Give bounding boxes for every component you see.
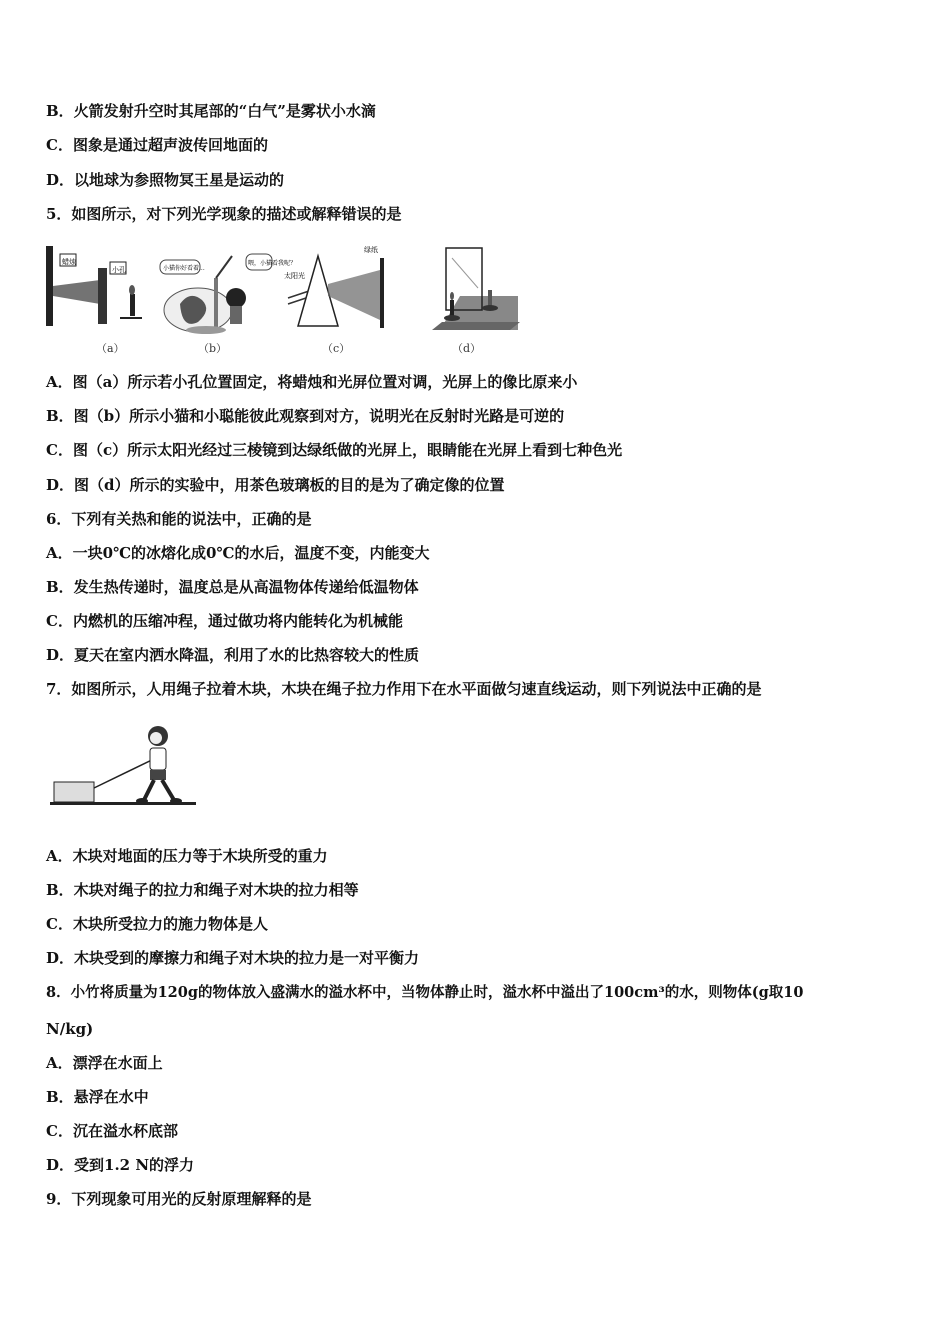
- caption-c: （c）: [322, 342, 351, 355]
- q4-option-c: C．图象是通过超声波传回地面的: [46, 136, 268, 154]
- q5-option-a: A．图（a）所示若小孔位置固定，将蜡烛和光屏位置对调，光屏上的像比原来小: [46, 373, 578, 391]
- q7-stem: 7．如图所示，人用绳子拉着木块，木块在绳子拉力作用下在水平面做匀速直线运动，则下列说法中正确的是: [46, 680, 762, 698]
- q8-option-d: D．受到1.2 N的浮力: [46, 1156, 195, 1174]
- q5-option-b: B．图（b）所示小猫和小聪能彼此观察到对方，说明光在反射时光路是可逆的: [46, 407, 565, 425]
- q7-option-c: C．木块所受拉力的施力物体是人: [46, 915, 268, 933]
- q8-option-b: B．悬浮在水中: [46, 1088, 149, 1106]
- q7-option-a: A．木块对地面的压力等于木块所受的重力: [46, 847, 328, 865]
- q6-option-b: B．发生热传递时，温度总是从高温物体传递给低温物体: [46, 578, 419, 596]
- fig-b-bubble2: 喂，小猫看我呢？: [248, 260, 297, 267]
- q5-option-c: C．图（c）所示太阳光经过三棱镜到达绿纸做的光屏上，眼睛能在光屏上看到七种色光: [46, 441, 623, 459]
- q6-option-a: A．一块0℃的冰熔化成0℃的水后，温度不变，内能变大: [46, 544, 430, 562]
- q6-option-c: C．内燃机的压缩冲程，通过做功将内能转化为机械能: [46, 612, 403, 630]
- q7-option-b: B．木块对绳子的拉力和绳子对木块的拉力相等: [46, 881, 359, 899]
- figure-a: [46, 246, 142, 326]
- q8-stem-line1: 8．小竹将质量为120g的物体放入盛满水的溢水杯中，当物体静止时，溢水杯中溢出了100cm³的水，则物体(g取10: [46, 984, 804, 1001]
- caption-d: （d）: [452, 342, 482, 355]
- figure-d: [432, 248, 520, 330]
- q9-stem: 9．下列现象可用光的反射原理解释的是: [46, 1190, 312, 1208]
- caption-a: （a）: [96, 342, 125, 355]
- q4-option-d: D．以地球为参照物冥王星是运动的: [46, 171, 285, 189]
- q5-stem: 5．如图所示，对下列光学现象的描述或解释错误的是: [46, 205, 402, 223]
- figure-b: [160, 254, 296, 334]
- fig-c-label-screen: 绿纸: [364, 246, 378, 254]
- fig-a-label-pinhole: 小孔: [112, 266, 126, 274]
- fig-a-label-candle: 蜡烛: [62, 258, 76, 266]
- q6-stem: 6．下列有关热和能的说法中，正确的是: [46, 510, 312, 528]
- q8-option-a: A．漂浮在水面上: [46, 1054, 163, 1072]
- q5-figure: [40, 238, 530, 358]
- q4-option-b: B．火箭发射升空时其尾部的“白气”是雾状小水滴: [46, 102, 376, 120]
- q6-option-d: D．夏天在室内洒水降温，利用了水的比热容较大的性质: [46, 646, 420, 664]
- q7-figure: [50, 718, 200, 810]
- fig-c-label-sunlight: 太阳光: [284, 272, 305, 280]
- q5-option-d: D．图（d）所示的实验中，用茶色玻璃板的目的是为了确定像的位置: [46, 476, 505, 494]
- figure-c: [284, 245, 384, 328]
- fig-b-bubble1: 小猫你好看着...: [163, 265, 205, 272]
- q8-stem-line2: N/kg): [46, 1020, 94, 1038]
- q7-option-d: D．木块受到的摩擦力和绳子对木块的拉力是一对平衡力: [46, 949, 420, 967]
- caption-b: （b）: [198, 342, 228, 355]
- q8-option-c: C．沉在溢水杯底部: [46, 1122, 178, 1140]
